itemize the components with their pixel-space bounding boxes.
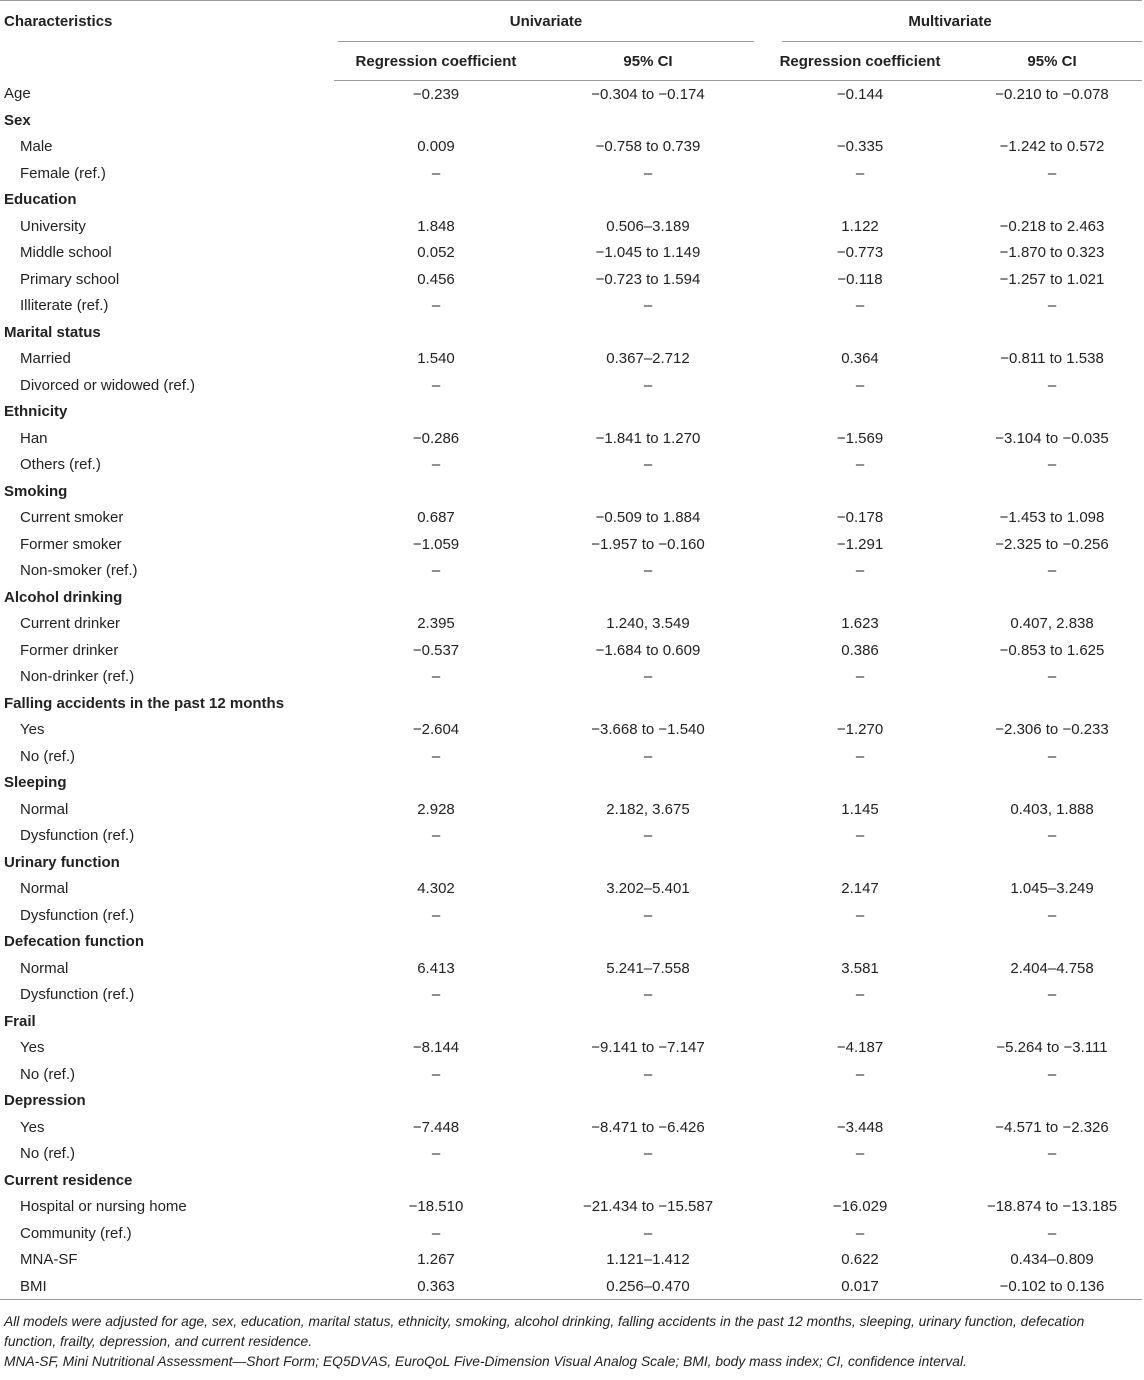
univariate-coefficient-cell: – [431, 1065, 441, 1083]
multivariate-ci-cell: – [1047, 297, 1057, 315]
univariate-ci-cell: 0.256–0.470 [538, 1273, 758, 1300]
header-multivariate [758, 1, 1142, 43]
multivariate-ci-cell: – [1047, 1065, 1057, 1083]
empty-cell [538, 187, 758, 214]
row-label: Former smoker [20, 535, 122, 553]
footnote-adjustment: All models were adjusted for age, sex, education, marital status, ethnicity, smoking, alcohol drinking, falling accidents in the past 12 months, sleeping, urinary function, defecation function, frailty, depression, and current residence. [4, 1314, 1085, 1349]
univariate-ci-cell: 0.367–2.712 [606, 350, 690, 368]
category-row [0, 770, 1142, 797]
univariate-coefficient-cell: – [431, 456, 441, 474]
row-label: Dysfunction (ref.) [20, 986, 135, 1004]
multivariate-ci-cell: −0.853 to 1.625 [999, 641, 1105, 659]
multivariate-coefficient-cell: −3.448 [836, 1118, 884, 1136]
multivariate-coefficient-cell: – [855, 1145, 865, 1163]
univariate-coefficient-cell: 0.363 [334, 1273, 538, 1300]
empty-cell [538, 690, 758, 717]
table-row [0, 505, 1142, 532]
empty-cell [538, 107, 758, 134]
table-row [0, 1141, 1142, 1168]
univariate-ci-cell: – [643, 827, 653, 845]
row-label: Primary school [20, 270, 120, 288]
multivariate-coefficient-cell: 1.623 [841, 615, 879, 633]
category-label: Alcohol drinking [4, 588, 123, 606]
univariate-coefficient-cell: 1.848 [417, 217, 455, 235]
univariate-ci-cell: – [643, 986, 653, 1004]
empty-cell [962, 584, 1142, 611]
row-label: Married [20, 350, 71, 368]
empty-cell [962, 1088, 1142, 1115]
row-label: Normal [20, 800, 69, 818]
row-label: No (ref.) [20, 1065, 76, 1083]
univariate-ci-cell: – [643, 747, 653, 765]
multivariate-ci-cell: – [1047, 1224, 1057, 1242]
table-row [0, 558, 1142, 585]
univariate-ci-cell: −1.841 to 1.270 [595, 429, 701, 447]
univariate-coefficient-cell: – [431, 747, 441, 765]
category-row [0, 399, 1142, 426]
table-row [0, 266, 1142, 293]
multivariate-ci-cell: 0.434–0.809 [1010, 1251, 1094, 1269]
univariate-ci-cell: – [643, 668, 653, 686]
empty-cell [334, 690, 538, 717]
multivariate-ci-cell: – [1047, 562, 1057, 580]
empty-cell [334, 399, 538, 426]
univariate-coefficient-cell: −7.448 [412, 1118, 460, 1136]
empty-cell [758, 1167, 962, 1194]
table-row [0, 425, 1142, 452]
multivariate-coefficient-cell: −1.569 [836, 429, 884, 447]
empty-cell [334, 1008, 538, 1035]
table-row [0, 876, 1142, 903]
row-label: Illiterate (ref.) [20, 297, 109, 315]
univariate-ci-cell: – [643, 1224, 653, 1242]
univariate-ci-cell: – [643, 297, 653, 315]
table-row [0, 717, 1142, 744]
multivariate-ci-cell: – [1047, 1145, 1057, 1163]
table-row [0, 637, 1142, 664]
table-row [0, 1220, 1142, 1247]
multivariate-coefficient-cell: – [855, 1065, 865, 1083]
category-label: Depression [4, 1092, 86, 1110]
empty-cell [538, 770, 758, 797]
multivariate-ci-cell: – [1047, 164, 1057, 182]
row-label: Community (ref.) [20, 1224, 132, 1242]
category-label: Sex [4, 111, 31, 129]
category-label: Sleeping [4, 774, 67, 792]
empty-cell [538, 849, 758, 876]
multivariate-coefficient-cell: −4.187 [836, 1039, 884, 1057]
multivariate-ci-cell: −1.453 to 1.098 [999, 509, 1105, 527]
univariate-ci-cell: −0.723 to 1.594 [595, 270, 701, 288]
multivariate-ci-cell: – [1047, 906, 1057, 924]
univariate-ci-cell: – [643, 456, 653, 474]
univariate-ci-cell: – [643, 376, 653, 394]
univariate-coefficient-cell: – [431, 164, 441, 182]
univariate-ci-cell: −3.668 to −1.540 [591, 721, 705, 739]
multivariate-coefficient-cell: −1.291 [836, 535, 884, 553]
multivariate-ci-cell: −0.102 to 0.136 [962, 1273, 1142, 1300]
univariate-coefficient-cell: 2.928 [417, 800, 455, 818]
header-multivariate-label: Multivariate [908, 13, 992, 30]
empty-cell [758, 1088, 962, 1115]
empty-cell [962, 690, 1142, 717]
multivariate-coefficient-cell: −1.270 [836, 721, 884, 739]
multivariate-ci-cell: 1.045–3.249 [1010, 880, 1094, 898]
row-label: Male [20, 138, 53, 156]
univariate-ci-cell: −8.471 to −6.426 [591, 1118, 705, 1136]
univariate-coefficient-cell: – [431, 986, 441, 1004]
univariate-ci-cell: −0.509 to 1.884 [595, 509, 701, 527]
univariate-coefficient-cell: −0.286 [412, 429, 460, 447]
multivariate-coefficient-cell: 0.364 [841, 350, 879, 368]
table-row [0, 1273, 1142, 1300]
empty-cell [758, 187, 962, 214]
row-label: Normal [20, 959, 69, 977]
category-row [0, 187, 1142, 214]
empty-cell [962, 849, 1142, 876]
category-label: Frail [4, 1012, 36, 1030]
empty-cell [334, 319, 538, 346]
multivariate-ci-cell: −18.874 to −13.185 [986, 1198, 1118, 1216]
empty-cell [538, 584, 758, 611]
row-label: Divorced or widowed (ref.) [20, 376, 196, 394]
empty-cell [962, 1167, 1142, 1194]
empty-cell [962, 770, 1142, 797]
univariate-ci-cell: −9.141 to −7.147 [591, 1039, 705, 1057]
univariate-underline [338, 41, 754, 42]
row-label: No (ref.) [20, 747, 76, 765]
category-row [0, 107, 1142, 134]
multivariate-ci-cell: 0.407, 2.838 [1010, 615, 1094, 633]
table-row [0, 902, 1142, 929]
multivariate-ci-cell: −1.870 to 0.323 [999, 244, 1105, 262]
category-row [0, 584, 1142, 611]
univariate-coefficient-cell: – [431, 1224, 441, 1242]
empty-cell [758, 584, 962, 611]
table-row [0, 452, 1142, 479]
multivariate-coefficient-cell: – [855, 456, 865, 474]
table-row [0, 1035, 1142, 1062]
univariate-ci-cell: −21.434 to −15.587 [582, 1198, 714, 1216]
empty-cell [962, 399, 1142, 426]
empty-cell [758, 690, 962, 717]
univariate-ci-cell: −1.045 to 1.149 [595, 244, 701, 262]
empty-cell [538, 319, 758, 346]
empty-cell [334, 929, 538, 956]
empty-cell [538, 1167, 758, 1194]
multivariate-ci-cell: – [1047, 986, 1057, 1004]
multivariate-ci-cell: −2.325 to −0.256 [995, 535, 1109, 553]
multivariate-underline [782, 41, 1142, 42]
univariate-ci-cell: 1.121–1.412 [606, 1251, 690, 1269]
univariate-coefficient-cell: 6.413 [417, 959, 455, 977]
multivariate-ci-cell: −1.242 to 0.572 [999, 138, 1105, 156]
empty-cell [962, 107, 1142, 134]
univariate-coefficient-cell: 1.267 [417, 1251, 455, 1269]
univariate-coefficient-cell: −18.510 [408, 1198, 464, 1216]
category-row [0, 1008, 1142, 1035]
table-row [0, 346, 1142, 373]
row-label: Others (ref.) [20, 456, 101, 474]
empty-cell [334, 1088, 538, 1115]
multivariate-coefficient-cell: −0.178 [836, 509, 884, 527]
univariate-ci-cell: – [643, 562, 653, 580]
multivariate-coefficient-cell: −0.335 [836, 138, 884, 156]
category-label: Falling accidents in the past 12 months [4, 694, 285, 712]
multivariate-ci-cell: 0.403, 1.888 [1010, 800, 1094, 818]
table-row [0, 531, 1142, 558]
category-row [0, 1088, 1142, 1115]
multivariate-ci-cell: −2.306 to −0.233 [995, 721, 1109, 739]
category-row [0, 478, 1142, 505]
multivariate-ci-cell: −0.811 to 1.538 [1000, 350, 1104, 368]
table-row [0, 823, 1142, 850]
univariate-coefficient-cell: −8.144 [412, 1039, 460, 1057]
multivariate-coefficient-cell: – [855, 986, 865, 1004]
category-label: Marital status [4, 323, 101, 341]
empty-cell [538, 478, 758, 505]
multivariate-coefficient-cell: −0.144 [836, 85, 884, 103]
univariate-coefficient-cell: −0.239 [412, 85, 460, 103]
row-label: Current drinker [20, 615, 121, 633]
multivariate-coefficient-cell: – [855, 747, 865, 765]
row-label: Non-smoker (ref.) [20, 562, 138, 580]
table-row [0, 134, 1142, 161]
univariate-coefficient-cell: 0.456 [417, 270, 455, 288]
empty-cell [962, 319, 1142, 346]
table-row [0, 955, 1142, 982]
multivariate-coefficient-cell: 1.122 [841, 217, 879, 235]
univariate-ci-cell: – [643, 906, 653, 924]
univariate-coefficient-cell: – [431, 297, 441, 315]
univariate-coefficient-cell: −2.604 [412, 721, 460, 739]
empty-cell [962, 187, 1142, 214]
empty-cell [758, 107, 962, 134]
univariate-ci-cell: 2.182, 3.675 [606, 800, 690, 818]
empty-cell [334, 849, 538, 876]
multivariate-ci-cell: 2.404–4.758 [1010, 959, 1094, 977]
header-characteristics: Characteristics [0, 1, 334, 81]
univariate-ci-cell: −1.684 to 0.609 [595, 641, 701, 659]
row-label: MNA-SF [20, 1251, 78, 1269]
multivariate-coefficient-cell: 0.622 [841, 1251, 879, 1269]
row-label: BMI [0, 1273, 334, 1300]
multivariate-ci-cell: – [1047, 376, 1057, 394]
multivariate-ci-cell: – [1047, 456, 1057, 474]
row-label: Dysfunction (ref.) [20, 906, 135, 924]
univariate-coefficient-cell: −0.537 [412, 641, 460, 659]
category-label: Smoking [4, 482, 68, 500]
multivariate-coefficient-cell: 2.147 [841, 880, 879, 898]
row-label: Hospital or nursing home [20, 1198, 187, 1216]
table-row [0, 81, 1142, 108]
univariate-ci-cell: – [643, 1065, 653, 1083]
row-label: Female (ref.) [20, 164, 106, 182]
category-label: Urinary function [4, 853, 120, 871]
empty-cell [538, 1088, 758, 1115]
multivariate-ci-cell: −5.264 to −3.111 [996, 1039, 1108, 1057]
footnote-abbreviations: MNA-SF, Mini Nutritional Assessment—Short Form; EQ5DVAS, EuroQoL Five-Dimension Visual Analog Scale; BMI, body mass index; CI, confidence interval. [4, 1354, 967, 1369]
multivariate-ci-cell: – [1047, 747, 1057, 765]
category-row [0, 319, 1142, 346]
univariate-ci-cell: 1.240, 3.549 [606, 615, 690, 633]
multivariate-ci-cell: −0.218 to 2.463 [999, 217, 1105, 235]
row-label: Current smoker [20, 509, 124, 527]
header-multivariate-coefficient: Regression coefficient [758, 42, 962, 81]
table-row [0, 1247, 1142, 1274]
category-row [0, 929, 1142, 956]
table-body [0, 81, 1142, 1300]
empty-cell [758, 399, 962, 426]
table-row [0, 160, 1142, 187]
row-label: Yes [20, 1039, 45, 1057]
univariate-coefficient-cell: – [431, 562, 441, 580]
univariate-ci-cell: 5.241–7.558 [606, 959, 690, 977]
multivariate-coefficient-cell: 3.581 [841, 959, 879, 977]
header-multivariate-ci: 95% CI [962, 42, 1142, 81]
row-label: University [20, 217, 86, 235]
multivariate-coefficient-cell: – [855, 164, 865, 182]
header-row-groups [0, 1, 1142, 43]
multivariate-coefficient-cell: −0.118 [837, 270, 883, 288]
multivariate-coefficient-cell: – [855, 1224, 865, 1242]
multivariate-coefficient-cell: −16.029 [832, 1198, 888, 1216]
multivariate-ci-cell: −3.104 to −0.035 [995, 429, 1109, 447]
univariate-ci-cell: – [643, 1145, 653, 1163]
empty-cell [334, 107, 538, 134]
multivariate-coefficient-cell: −0.773 [836, 244, 884, 262]
empty-cell [538, 929, 758, 956]
multivariate-ci-cell: −1.257 to 1.021 [999, 270, 1105, 288]
empty-cell [962, 1008, 1142, 1035]
univariate-ci-cell: 0.506–3.189 [606, 217, 690, 235]
univariate-ci-cell: −1.957 to −0.160 [591, 535, 705, 553]
multivariate-coefficient-cell: – [855, 562, 865, 580]
multivariate-coefficient-cell: – [855, 376, 865, 394]
univariate-coefficient-cell: – [431, 1145, 441, 1163]
empty-cell [758, 929, 962, 956]
category-label: Defecation function [4, 933, 145, 951]
empty-cell [538, 399, 758, 426]
multivariate-coefficient-cell: – [855, 906, 865, 924]
univariate-coefficient-cell: – [431, 906, 441, 924]
multivariate-ci-cell: – [1047, 668, 1057, 686]
row-label: Former drinker [20, 641, 119, 659]
table-row [0, 1194, 1142, 1221]
row-label: No (ref.) [20, 1145, 76, 1163]
header-univariate-label: Univariate [509, 13, 583, 30]
univariate-coefficient-cell: 0.052 [417, 244, 455, 262]
row-label: Middle school [20, 244, 112, 262]
category-row [0, 1167, 1142, 1194]
empty-cell [758, 849, 962, 876]
multivariate-ci-cell: – [1047, 827, 1057, 845]
univariate-ci-cell: −0.304 to −0.174 [591, 85, 705, 103]
row-label: Dysfunction (ref.) [20, 827, 135, 845]
empty-cell [334, 584, 538, 611]
row-label: Age [4, 85, 31, 103]
row-label: Non-drinker (ref.) [20, 668, 135, 686]
univariate-ci-cell: −0.758 to 0.739 [595, 138, 701, 156]
empty-cell [334, 770, 538, 797]
table-row [0, 372, 1142, 399]
multivariate-coefficient-cell: 0.386 [841, 641, 879, 659]
row-label: Han [20, 429, 48, 447]
multivariate-ci-cell: −4.571 to −2.326 [995, 1118, 1109, 1136]
category-label: Current residence [4, 1171, 133, 1189]
table-row [0, 796, 1142, 823]
multivariate-coefficient-cell: 1.145 [841, 800, 879, 818]
table-row [0, 240, 1142, 267]
empty-cell [334, 478, 538, 505]
univariate-coefficient-cell: −1.059 [412, 535, 460, 553]
category-row [0, 849, 1142, 876]
empty-cell [758, 478, 962, 505]
table-row [0, 1061, 1142, 1088]
univariate-coefficient-cell: 0.009 [417, 138, 455, 156]
multivariate-coefficient-cell: – [855, 668, 865, 686]
multivariate-ci-cell: −0.210 to −0.078 [995, 85, 1109, 103]
header-univariate [334, 1, 758, 43]
empty-cell [758, 1008, 962, 1035]
multivariate-coefficient-cell: 0.017 [758, 1273, 962, 1300]
category-label: Education [4, 191, 77, 209]
table-row [0, 982, 1142, 1009]
category-row [0, 690, 1142, 717]
empty-cell [962, 478, 1142, 505]
empty-cell [538, 1008, 758, 1035]
row-label: Normal [20, 880, 69, 898]
univariate-ci-cell: – [643, 164, 653, 182]
table-row [0, 1114, 1142, 1141]
multivariate-coefficient-cell: – [855, 827, 865, 845]
header-univariate-ci: 95% CI [538, 42, 758, 81]
univariate-coefficient-cell: – [431, 668, 441, 686]
univariate-coefficient-cell: 2.395 [417, 615, 455, 633]
table-row [0, 611, 1142, 638]
univariate-coefficient-cell: 1.540 [417, 350, 455, 368]
empty-cell [334, 1167, 538, 1194]
table-row [0, 664, 1142, 691]
row-label: Yes [20, 721, 45, 739]
table-row [0, 293, 1142, 320]
empty-cell [962, 929, 1142, 956]
category-label: Ethnicity [4, 403, 68, 421]
univariate-coefficient-cell: 0.687 [417, 509, 455, 527]
row-label: Yes [20, 1118, 45, 1136]
empty-cell [758, 319, 962, 346]
empty-cell [758, 770, 962, 797]
univariate-coefficient-cell: – [431, 376, 441, 394]
table-footnote [0, 1300, 1144, 1372]
table-row [0, 213, 1142, 240]
univariate-coefficient-cell: – [431, 827, 441, 845]
univariate-ci-cell: 3.202–5.401 [606, 880, 690, 898]
multivariate-coefficient-cell: – [855, 297, 865, 315]
empty-cell [334, 187, 538, 214]
header-univariate-coefficient: Regression coefficient [334, 42, 538, 81]
univariate-coefficient-cell: 4.302 [417, 880, 455, 898]
table-row [0, 743, 1142, 770]
